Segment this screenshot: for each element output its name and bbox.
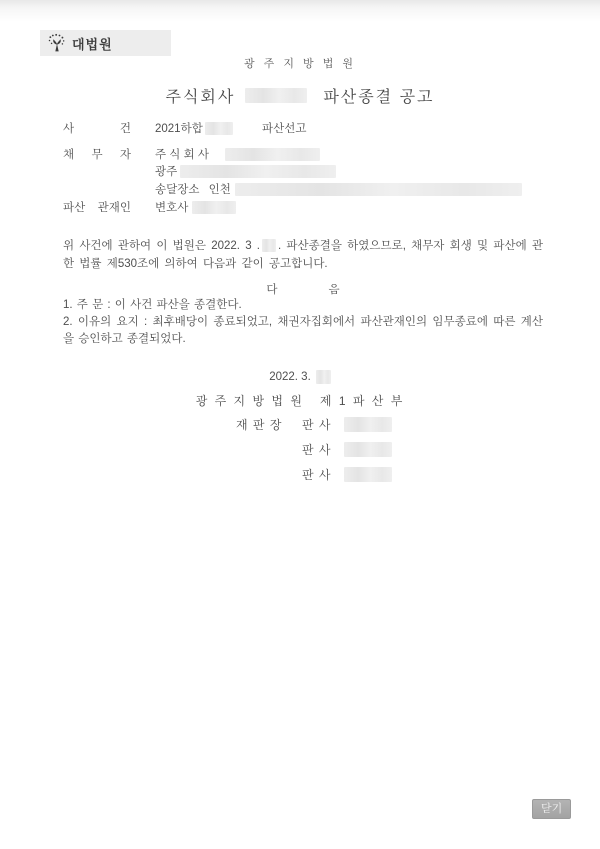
- case-label-char: 사: [63, 123, 75, 135]
- intro-text-before: 위 사건에 관하여 이 법원은 2022. 3 .: [63, 239, 260, 252]
- debtor-label-char: 채: [63, 148, 75, 161]
- title-prefix: 주식회사: [165, 89, 236, 106]
- redacted-judge-name: [344, 442, 392, 457]
- page-top-shade: [0, 0, 600, 22]
- debtor-address: 광주: [155, 164, 543, 182]
- case-type: 파산선고: [262, 123, 307, 135]
- signature-date: [0, 370, 600, 384]
- judge-row: [236, 466, 392, 482]
- judge-row-presiding: [236, 416, 392, 432]
- court-tree-icon: [47, 33, 67, 53]
- judges-block: [236, 416, 392, 491]
- redacted-signature-day: [316, 370, 331, 384]
- document-body: [63, 121, 543, 348]
- signature-date-prefix: 2022. 3.: [269, 371, 311, 383]
- document-title: [0, 84, 600, 107]
- redacted-address: [180, 165, 336, 178]
- court-name-heading: 광 주 지 방 법 원: [243, 58, 357, 70]
- judge-title: 판 사: [302, 417, 332, 432]
- trustee-label-part: 파산: [63, 202, 86, 214]
- intro-text-after: . 파산종결을 하였으므로, 채무자 회생 및 파산에 관한 법률 제530조에 의하여 다음과 같이 공고합니다.: [63, 239, 543, 270]
- debtor-label: [63, 147, 155, 165]
- presiding-judge-label: 재 판 장: [236, 417, 283, 432]
- close-button[interactable]: 닫기: [532, 799, 571, 819]
- order-item-1: 1. 주 문 : 이 사건 파산을 종결한다.: [63, 298, 242, 311]
- case-row: [63, 121, 543, 139]
- trustee-name: 변호사: [155, 200, 543, 218]
- debtor-row: [63, 147, 543, 165]
- redacted-trustee-name: [192, 201, 236, 214]
- judge-title: 판 사: [302, 467, 332, 482]
- debtor-label-char: 자: [119, 148, 131, 161]
- redacted-case-number: [205, 122, 233, 135]
- title-suffix: 파산종결 공고: [323, 89, 435, 106]
- daeum-heading: 다 음: [266, 283, 340, 296]
- court-logo-label: 대법원: [72, 36, 113, 52]
- trustee-label: [63, 200, 155, 218]
- service-address-row: [63, 182, 543, 200]
- debtor-label-char: 무: [91, 148, 103, 161]
- redacted-judge-name: [344, 417, 392, 432]
- judge-row: [236, 441, 392, 457]
- signature-court-division: 광 주 지 방 법 원 제 1 파 산 부: [195, 394, 405, 408]
- intro-paragraph: [63, 237, 543, 273]
- order-item-2: 2. 이유의 요지 : 최후배당이 종료되었고, 채권자집회에서 파산관재인의 임무종료에 따른 계산을 승인하고 종결되었다.: [63, 315, 543, 345]
- redacted-judge-name: [344, 467, 392, 482]
- case-value: [155, 121, 543, 139]
- case-label: [63, 121, 155, 139]
- case-label-char: 건: [119, 123, 131, 135]
- redacted-debtor-name: [225, 148, 320, 161]
- redacted-date-day: [262, 239, 276, 252]
- judge-title: 판 사: [302, 442, 332, 457]
- debtor-address-row: [63, 164, 543, 182]
- redacted-service-address: [235, 183, 522, 196]
- service-address: 송달장소 인천: [155, 182, 543, 200]
- debtor-name: 주 식 회 사: [155, 147, 543, 165]
- redacted-company-name: [245, 88, 307, 103]
- court-logo: [40, 30, 171, 56]
- case-number: 2021하합: [155, 123, 203, 135]
- trustee-label-part: 관재인: [97, 202, 131, 214]
- trustee-row: [63, 200, 543, 218]
